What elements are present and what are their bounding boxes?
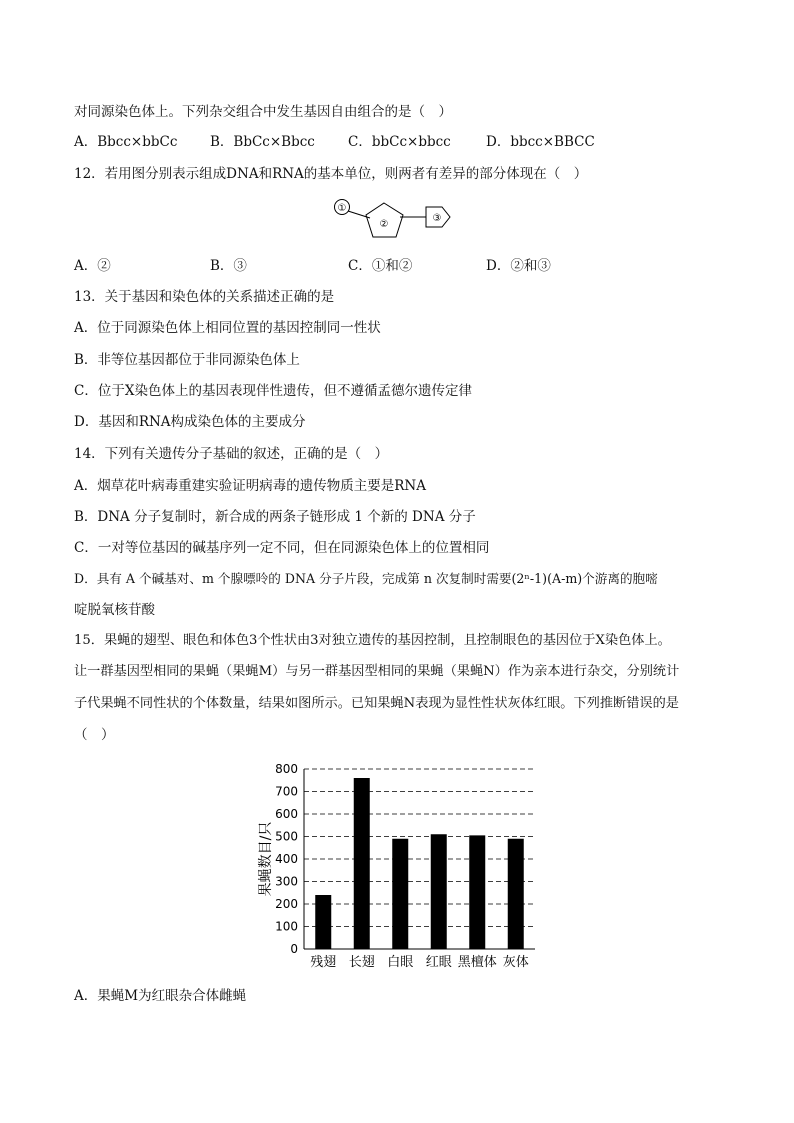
q15-option-a: A．果蝇M为红眼杂合体雌蝇 (74, 988, 247, 1004)
x-tick-label: 红眼 (425, 955, 452, 970)
q12-option-d: D．②和③ (486, 258, 551, 274)
y-tick-label: 600 (275, 807, 298, 821)
q15-stem-line-2: 让一群基因型相同的果蝇（果蝇M）与另一群基因型相同的果蝇（果蝇N）作为亲本进行杂交，分别统计 (74, 664, 680, 679)
chart-grid (304, 769, 535, 927)
bar (315, 895, 331, 949)
y-axis-label: 果蝇数目/只 (258, 821, 274, 897)
x-tick-label: 长翅 (348, 955, 375, 970)
q11-stem-tail: 对同源染色体上。下列杂交组合中发生基因自由组合的是（ ） (74, 104, 452, 120)
y-tick-label: 100 (275, 919, 298, 934)
y-tick-label: 500 (275, 829, 298, 844)
bar (508, 839, 524, 949)
diagram-label-3: ③ (432, 213, 442, 224)
q11-option-c: C．bbCc×bbcc (348, 134, 451, 150)
q11-option-b: B．BbCc×Bbcc (210, 134, 315, 150)
q12-option-b: B．③ (210, 258, 247, 274)
bar (392, 839, 408, 949)
q13-option-a: A．位于同源染色体上相同位置的基因控制同一性状 (74, 320, 381, 336)
q14-option-d-cont: 啶脱氧核苷酸 (74, 602, 155, 618)
x-tick-label: 残翅 (310, 955, 337, 970)
q14-option-b: B．DNA 分子复制时，新合成的两条子链形成 1 个新的 DNA 分子 (74, 509, 476, 525)
y-tick-label: 0 (290, 942, 298, 956)
q12-stem: 12．若用图分别表示组成DNA和RNA的基本单位，则两者有差异的部分体现在（ ） (74, 166, 588, 182)
x-tick-label: 灰体 (502, 955, 529, 970)
q12-option-c: C．①和② (348, 258, 413, 274)
q13-option-c: C．位于X染色体上的基因表现伴性遗传，但不遵循孟德尔遗传定律 (74, 383, 472, 399)
bar (354, 778, 370, 949)
q13-option-d: D．基因和RNA构成染色体的主要成分 (74, 414, 306, 430)
q11-option-a: A．Bbcc×bbCc (74, 134, 178, 150)
y-tick-label: 800 (275, 762, 298, 776)
q14-option-c: C．一对等位基因的碱基序列一定不同，但在同源染色体上的位置相同 (74, 540, 490, 556)
bar (431, 834, 447, 949)
q11-option-d: D．bbcc×BBCC (486, 134, 595, 150)
q15-stem-line-1: 15．果蝇的翅型、眼色和体色3个性状由3对独立遗传的基因控制，且控制眼色的基因位于X染色体上。 (74, 633, 671, 648)
y-tick-label: 400 (275, 852, 298, 866)
q14-option-d: D．具有 A 个碱基对、m 个腺嘌呤的 DNA 分子片段，完成第 n 次复制时需要(2ⁿ-1)(A-m)个游离的胞嘧 (74, 571, 658, 586)
nucleotide-diagram (330, 195, 460, 243)
q13-stem: 13．关于基因和染色体的关系描述正确的是 (74, 289, 335, 305)
q14-stem: 14．下列有关遗传分子基础的叙述，正确的是（ ） (74, 446, 389, 462)
chart-bars (315, 778, 524, 949)
bar (469, 835, 485, 949)
chart-x-ticks (310, 954, 529, 970)
bar-chart (250, 755, 550, 975)
q15-stem-line-3: 子代果蝇不同性状的个体数量，结果如图所示。已知果蝇N表现为显性性状灰体红眼。下列推断错误的是 (74, 696, 679, 711)
y-tick-label: 700 (275, 784, 298, 799)
diagram-label-1: ① (337, 203, 347, 214)
q12-option-a: A．② (74, 258, 111, 274)
chart-y-ticks (275, 762, 298, 956)
q15-stem-line-4: （ ） (74, 727, 115, 743)
x-tick-label: 黑檀体 (457, 955, 497, 970)
y-tick-label: 300 (275, 874, 298, 889)
diagram-label-2: ② (379, 219, 389, 230)
q14-option-a: A．烟草花叶病毒重建实验证明病毒的遗传物质主要是RNA (74, 478, 426, 494)
q13-option-b: B．非等位基因都位于非同源染色体上 (74, 352, 300, 368)
y-tick-label: 200 (275, 897, 298, 911)
x-tick-label: 白眼 (387, 955, 414, 970)
